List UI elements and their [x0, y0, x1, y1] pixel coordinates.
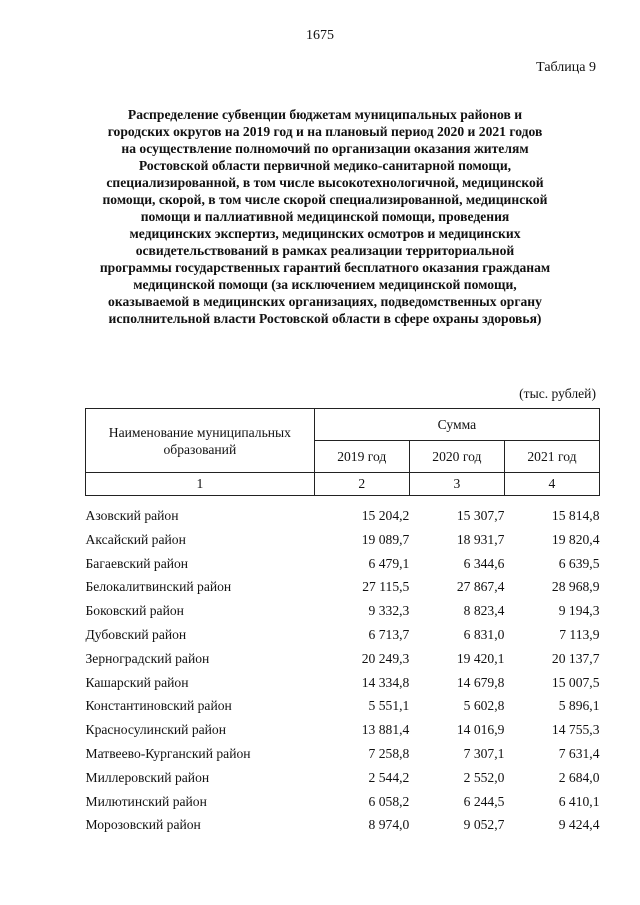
column-number: 1 [86, 473, 315, 496]
value-2020: 15 307,7 [456, 508, 505, 523]
district-name: Белокалитвинский район [85, 579, 232, 595]
value-2019: 9 332,3 [368, 603, 410, 619]
table-label: Таблица 9 [536, 60, 596, 75]
value-2021: 20 137,7 [551, 650, 600, 666]
table-row [86, 647, 600, 671]
table-row [86, 575, 600, 599]
district-name: Кашарский район [85, 674, 189, 690]
value-2021: 15 007,5 [551, 674, 600, 690]
table-body [86, 504, 600, 837]
title-line: медицинских экспертиз, медицинских осмотров и медицинских [129, 226, 521, 241]
document-title [70, 106, 580, 327]
value-2019: 19 089,7 [361, 531, 410, 547]
column-number: 2 [314, 473, 409, 496]
value-2020: 9 052,7 [463, 817, 505, 833]
table-row [86, 552, 600, 576]
table-row [86, 528, 600, 552]
district-name: Боковский район [85, 603, 184, 619]
table-row [86, 813, 600, 837]
value-2019: 6 479,1 [368, 555, 410, 571]
subvention-table [85, 408, 600, 837]
title-line: городских округов на 2019 год и на плановый период 2020 и 2021 годов [107, 124, 543, 139]
value-2020: 8 823,4 [463, 603, 505, 619]
title-line: Распределение субвенции бюджетам муниципальных районов и [127, 107, 523, 122]
district-name: Зерноградский район [85, 650, 210, 666]
value-2021: 2 684,0 [558, 769, 600, 785]
header-year-2019: 2019 год [314, 441, 409, 473]
table-row [86, 599, 600, 623]
title-line: Ростовской области первичной медико-санитарной помощи, [138, 158, 512, 173]
value-2021: 7 113,9 [559, 626, 600, 642]
title-line: помощи и паллиативной медицинской помощи, проведения [140, 209, 510, 224]
value-2020: 14 016,9 [456, 722, 505, 738]
value-2019: 6 058,2 [368, 793, 410, 809]
value-2019: 7 258,8 [368, 745, 410, 761]
value-2021: 19 820,4 [551, 531, 600, 547]
value-2020: 6 344,6 [463, 555, 505, 571]
value-2021: 6 410,1 [558, 793, 600, 809]
value-2020: 27 867,4 [456, 579, 505, 595]
table-row [86, 742, 600, 766]
district-name: Азовский район [85, 508, 179, 523]
value-2020: 6 244,5 [463, 793, 505, 809]
title-line: специализированной, в том числе высокотехнологичной, медицинской [106, 175, 544, 190]
table-row [86, 504, 600, 528]
value-2019: 5 551,1 [368, 698, 410, 714]
value-2020: 7 307,1 [463, 745, 505, 761]
value-2021: 6 639,5 [558, 555, 600, 571]
page-number: 1675 [306, 28, 334, 43]
district-name: Матвеево-Курганский район [85, 745, 251, 761]
value-2020: 5 602,8 [463, 698, 505, 714]
value-2020: 19 420,1 [456, 650, 505, 666]
value-2019: 27 115,5 [362, 579, 410, 595]
district-name: Дубовский район [85, 626, 187, 642]
header-sum: Сумма [314, 409, 599, 441]
value-2021: 9 424,4 [558, 817, 600, 833]
district-name: Аксайский район [85, 531, 186, 547]
column-number: 3 [409, 473, 504, 496]
value-2019: 20 249,3 [361, 650, 410, 666]
title-line: помощи, скорой, в том числе скорой специализированной, медицинской [102, 192, 548, 207]
value-2020: 6 831,0 [463, 626, 505, 642]
value-2019: 13 881,4 [361, 722, 410, 738]
value-2021: 7 631,4 [558, 745, 600, 761]
table-row [86, 694, 600, 718]
title-line: оказываемой в медицинских организациях, подведомственных органу [108, 294, 542, 309]
value-2019: 8 974,0 [368, 817, 410, 833]
table-row [86, 766, 600, 790]
district-name: Милютинский район [85, 793, 207, 809]
value-2019: 6 713,7 [368, 626, 410, 642]
district-name: Красносулинский район [85, 722, 226, 738]
district-name: Константиновский район [85, 698, 232, 714]
table-row [86, 718, 600, 742]
district-name: Морозовский район [85, 817, 201, 833]
value-2020: 14 679,8 [456, 674, 505, 690]
value-2019: 14 334,8 [361, 674, 410, 690]
district-name: Багаевский район [85, 555, 189, 571]
district-name: Миллеровский район [85, 769, 210, 785]
title-line: на осуществление полномочий по организации оказания жителям [121, 141, 529, 156]
header-year-2021: 2021 год [504, 441, 599, 473]
table-row [86, 623, 600, 647]
header-year-2020: 2020 год [409, 441, 504, 473]
title-line: освидетельствований в рамках реализации территориальной [135, 243, 515, 258]
value-2019: 15 204,2 [361, 508, 410, 523]
value-2021: 14 755,3 [551, 722, 600, 738]
value-2021: 9 194,3 [558, 603, 600, 619]
value-2021: 5 896,1 [558, 698, 600, 714]
value-2021: 28 968,9 [551, 579, 600, 595]
title-line: исполнительной власти Ростовской области в сфере охраны здоровья) [108, 311, 542, 326]
value-2021: 15 814,8 [551, 508, 600, 523]
title-line: медицинской помощи (за исключением медицинской помощи, [133, 277, 517, 292]
column-number: 4 [504, 473, 599, 496]
table-row [86, 790, 600, 814]
table-row [86, 671, 600, 695]
header-name: Наименование муниципальных образований [86, 409, 315, 473]
value-2019: 2 544,2 [368, 769, 410, 785]
units-label: (тыс. рублей) [519, 386, 596, 401]
value-2020: 18 931,7 [456, 531, 505, 547]
title-line: программы государственных гарантий бесплатного оказания гражданам [99, 260, 551, 275]
value-2020: 2 552,0 [463, 769, 505, 785]
